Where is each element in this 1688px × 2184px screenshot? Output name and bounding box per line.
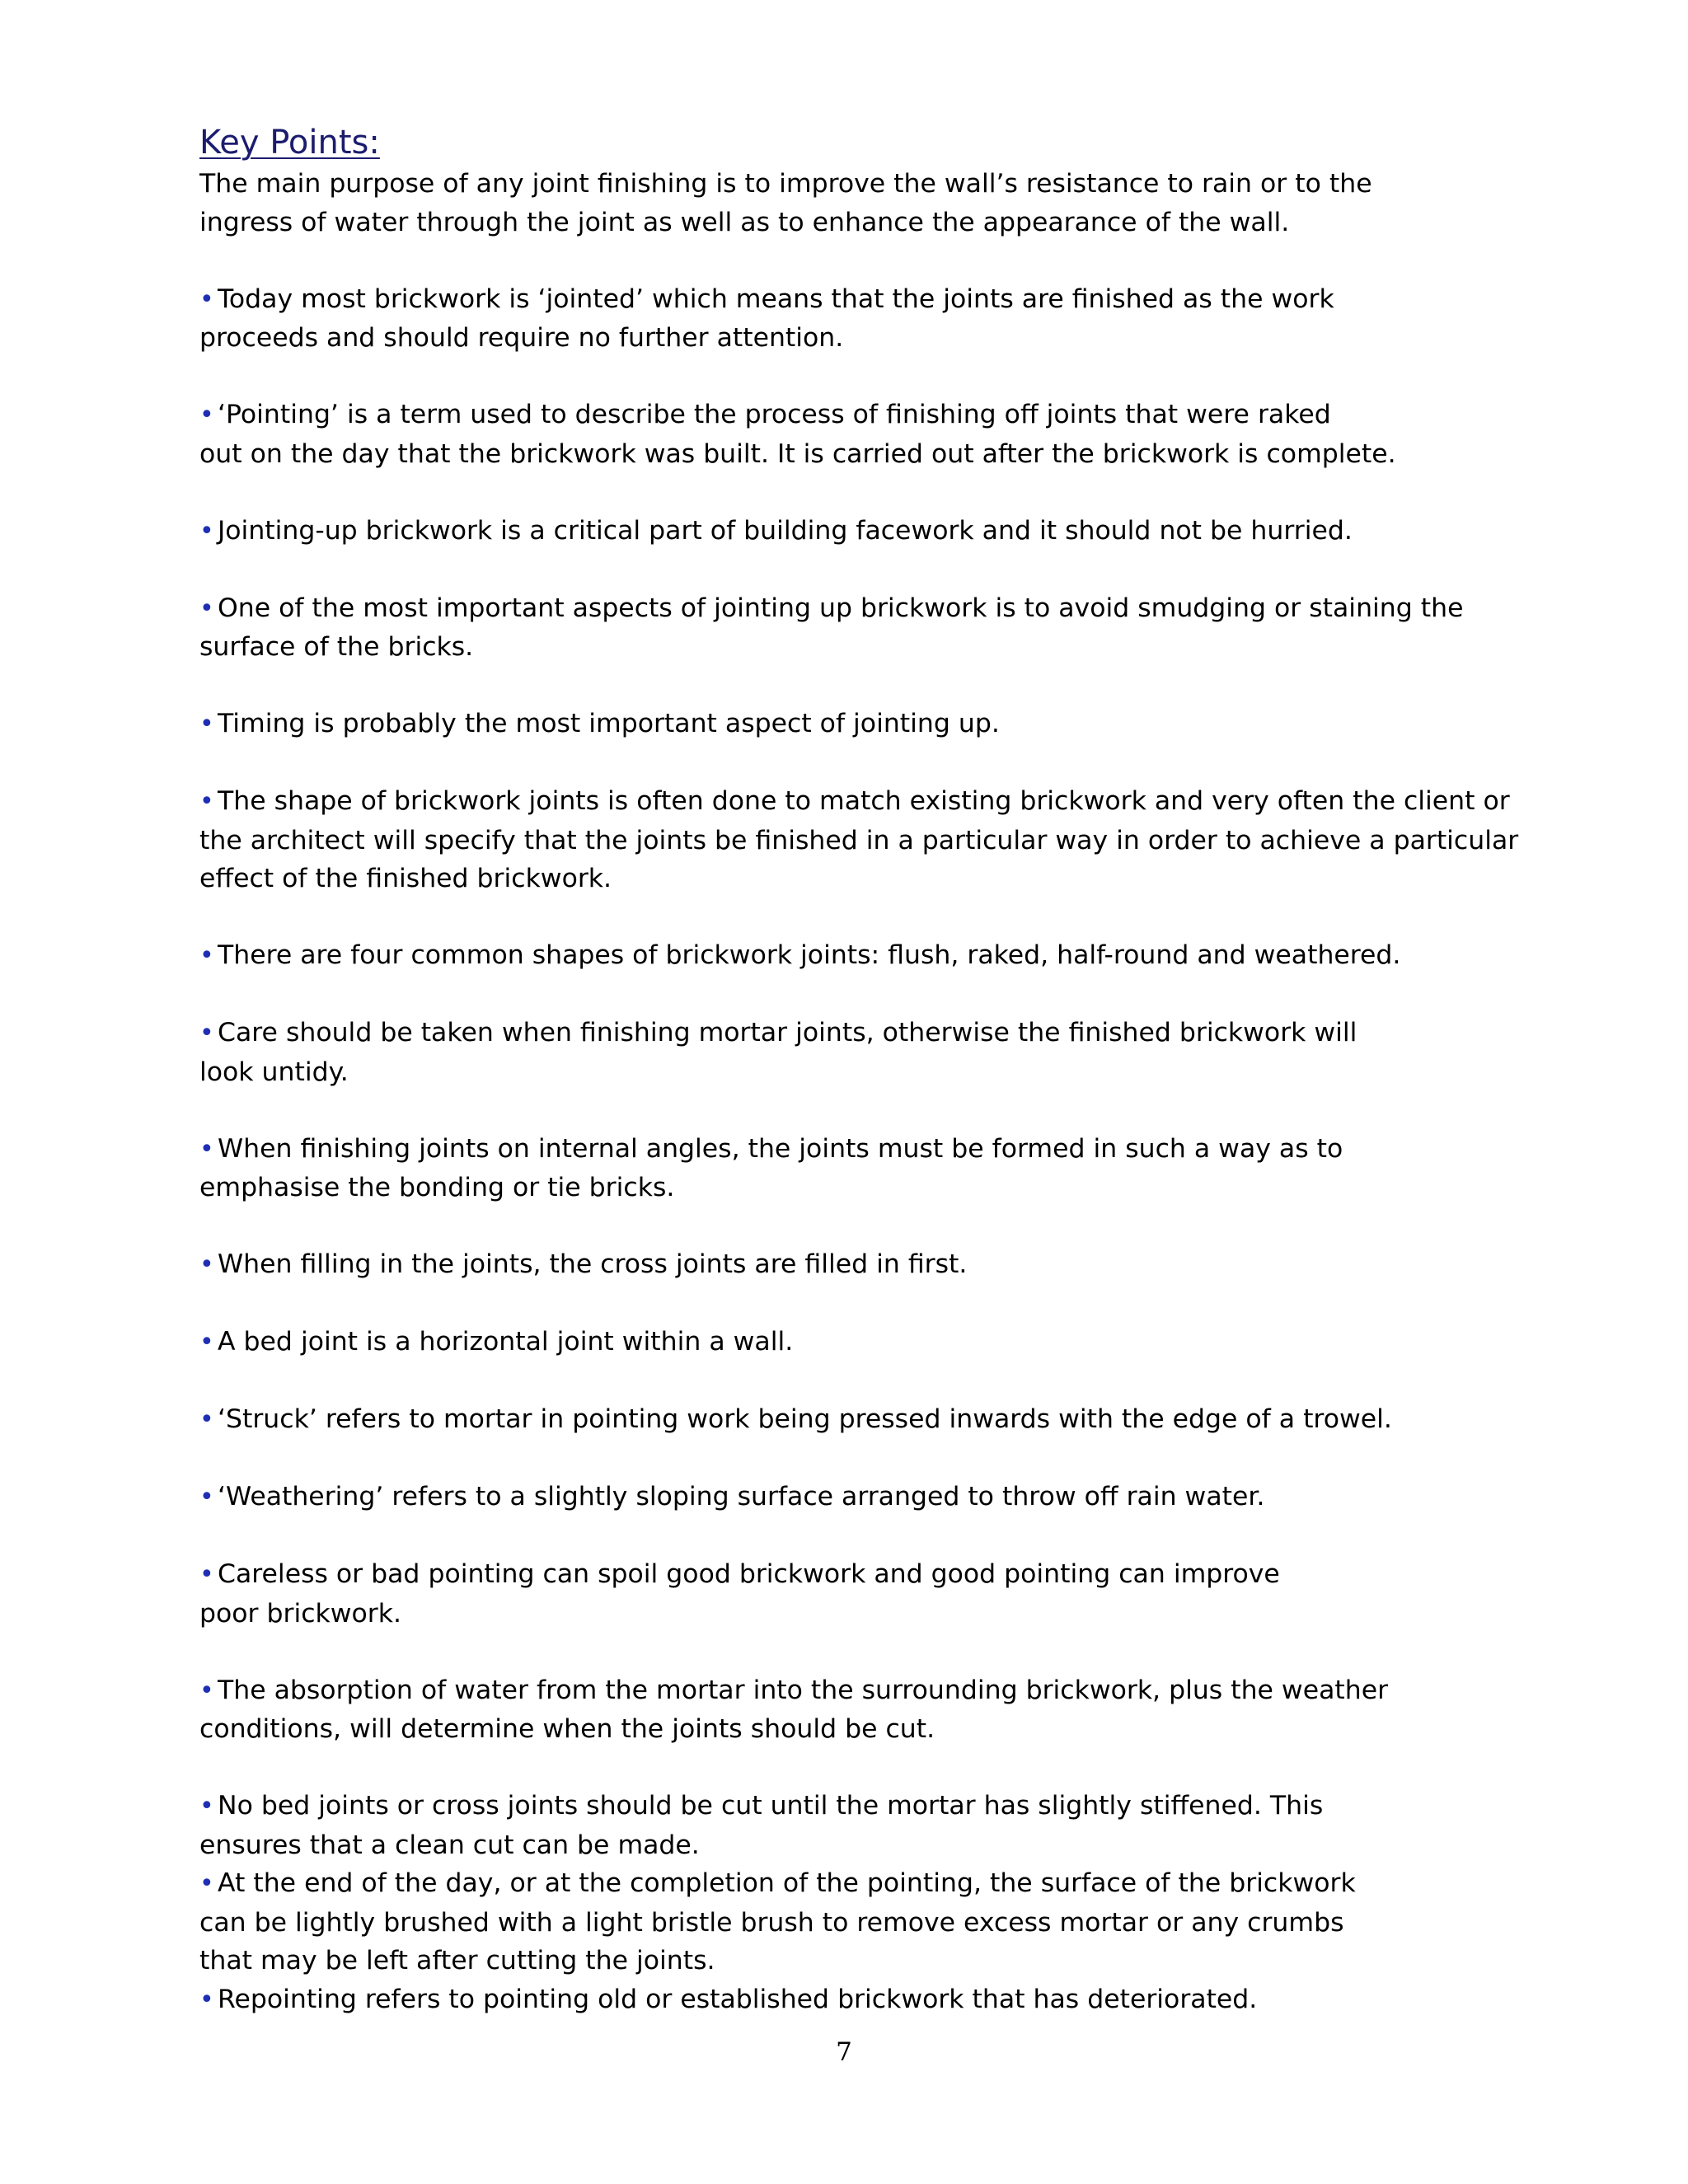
- bullet-icon: •: [199, 1792, 214, 1821]
- key-point-line: ‘Weathering’ refers to a slightly sloping surface arranged to throw off rain water.: [218, 1482, 1265, 1511]
- key-point-line: When finishing joints on internal angles, the joints must be formed in such a way as to: [218, 1133, 1343, 1164]
- key-point-line: ‘Struck’ refers to mortar in pointing work being pressed inwards with the edge of a trowel.: [218, 1404, 1392, 1434]
- key-point: [199, 396, 1568, 473]
- bullet-icon: •: [199, 1328, 214, 1357]
- key-point-line: Repointing refers to pointing old or established brickwork that has deteriorated.: [218, 1984, 1258, 2014]
- key-point: [199, 280, 1568, 358]
- key-point-line: can be lightly brushed with a light bristle brush to remove excess mortar or any crumbs: [199, 1907, 1344, 1938]
- key-point-line: out on the day that the brickwork was built. It is carried out after the brickwork is complete.: [199, 438, 1396, 469]
- key-point: [199, 1478, 1568, 1517]
- document-page: [199, 120, 1568, 2019]
- bullet-icon: •: [199, 1250, 214, 1279]
- key-point: [199, 1014, 1568, 1091]
- key-point-line: Careless or bad pointing can spoil good brickwork and good pointing can improve: [218, 1559, 1280, 1589]
- key-point: [199, 512, 1568, 551]
- key-point-line: surface of the bricks.: [199, 632, 474, 662]
- key-point: [199, 936, 1568, 976]
- key-point: [199, 589, 1568, 667]
- intro-line: ingress of water through the joint as well as to enhance the appearance of the wall.: [199, 207, 1290, 237]
- key-point-line: ‘Pointing’ is a term used to describe the process of finishing off joints that were raked: [218, 400, 1331, 429]
- key-point: [199, 1864, 1568, 1980]
- key-point-line: poor brickwork.: [199, 1598, 402, 1629]
- bullet-icon: •: [199, 787, 214, 816]
- key-point: [199, 1323, 1568, 1362]
- key-point-line: One of the most important aspects of jointing up brickwork is to avoid smudging or staining the: [218, 593, 1464, 623]
- key-point: [199, 1245, 1568, 1285]
- intro-paragraph: [199, 165, 1568, 241]
- bullet-icon: •: [199, 593, 214, 623]
- key-point-line: The absorption of water from the mortar into the surrounding brickwork, plus the weather: [218, 1675, 1389, 1705]
- key-point: [199, 782, 1568, 898]
- bullet-icon: •: [199, 1134, 214, 1164]
- key-point: [199, 1787, 1568, 1864]
- key-point-line: Timing is probably the most important aspect of jointing up.: [218, 709, 1000, 738]
- key-point-line: Care should be taken when finishing mortar joints, otherwise the finished brickwork will: [218, 1018, 1357, 1047]
- key-point-line: Today most brickwork is ‘jointed’ which means that the joints are finished as the work: [218, 284, 1334, 314]
- bullet-icon: •: [199, 1869, 214, 1898]
- key-point-line: A bed joint is a horizontal joint within a wall.: [218, 1327, 794, 1357]
- bullet-icon: •: [199, 941, 214, 970]
- key-point-line: conditions, will determine when the joints should be cut.: [199, 1714, 935, 1744]
- key-point: [199, 1555, 1568, 1633]
- bullet-icon: •: [199, 1560, 214, 1589]
- key-point-line: There are four common shapes of brickwork joints: flush, raked, half-round and weathered.: [218, 940, 1401, 970]
- bullet-icon: •: [199, 1985, 214, 2014]
- bullet-icon: •: [199, 284, 214, 314]
- section-heading: Key Points:: [199, 124, 380, 162]
- key-point: [199, 705, 1568, 744]
- bullet-icon: •: [199, 1483, 214, 1511]
- bullet-icon: •: [199, 710, 214, 738]
- bullet-icon: •: [199, 1019, 214, 1047]
- bullet-icon: •: [199, 1405, 214, 1434]
- key-point: [199, 1400, 1568, 1440]
- key-point-line: effect of the finished brickwork.: [199, 864, 612, 893]
- key-point: [199, 1130, 1568, 1207]
- key-point-line: look untidy.: [199, 1057, 349, 1087]
- intro-line: The main purpose of any joint finishing is to improve the wall’s resistance to rain or to the: [199, 169, 1372, 199]
- key-point-line: When filling in the joints, the cross joints are filled in first.: [218, 1249, 968, 1279]
- bullet-icon: •: [199, 401, 214, 429]
- key-point-line: emphasise the bonding or tie bricks.: [199, 1173, 675, 1202]
- key-point: [199, 1980, 1568, 2020]
- bullet-icon: •: [199, 516, 214, 546]
- key-point-line: Jointing-up brickwork is a critical part of building facework and it should not be hurried.: [218, 515, 1353, 546]
- page-number: 7: [836, 2037, 852, 2067]
- key-point-line: the architect will specify that the joints be finished in a particular way in order to achieve a particular: [199, 825, 1519, 855]
- key-point: [199, 1671, 1568, 1749]
- key-point-line: that may be left after cutting the joints.: [199, 1946, 715, 1975]
- key-point-line: The shape of brickwork joints is often done to match existing brickwork and very often the client or: [218, 786, 1510, 816]
- key-point-line: ensures that a clean cut can be made.: [199, 1830, 700, 1860]
- bullet-icon: •: [199, 1675, 214, 1705]
- key-point-line: At the end of the day, or at the completion of the pointing, the surface of the brickwork: [218, 1868, 1356, 1898]
- key-point-line: proceeds and should require no further attention.: [199, 323, 844, 353]
- key-point-line: No bed joints or cross joints should be cut until the mortar has slightly stiffened. This: [218, 1791, 1324, 1821]
